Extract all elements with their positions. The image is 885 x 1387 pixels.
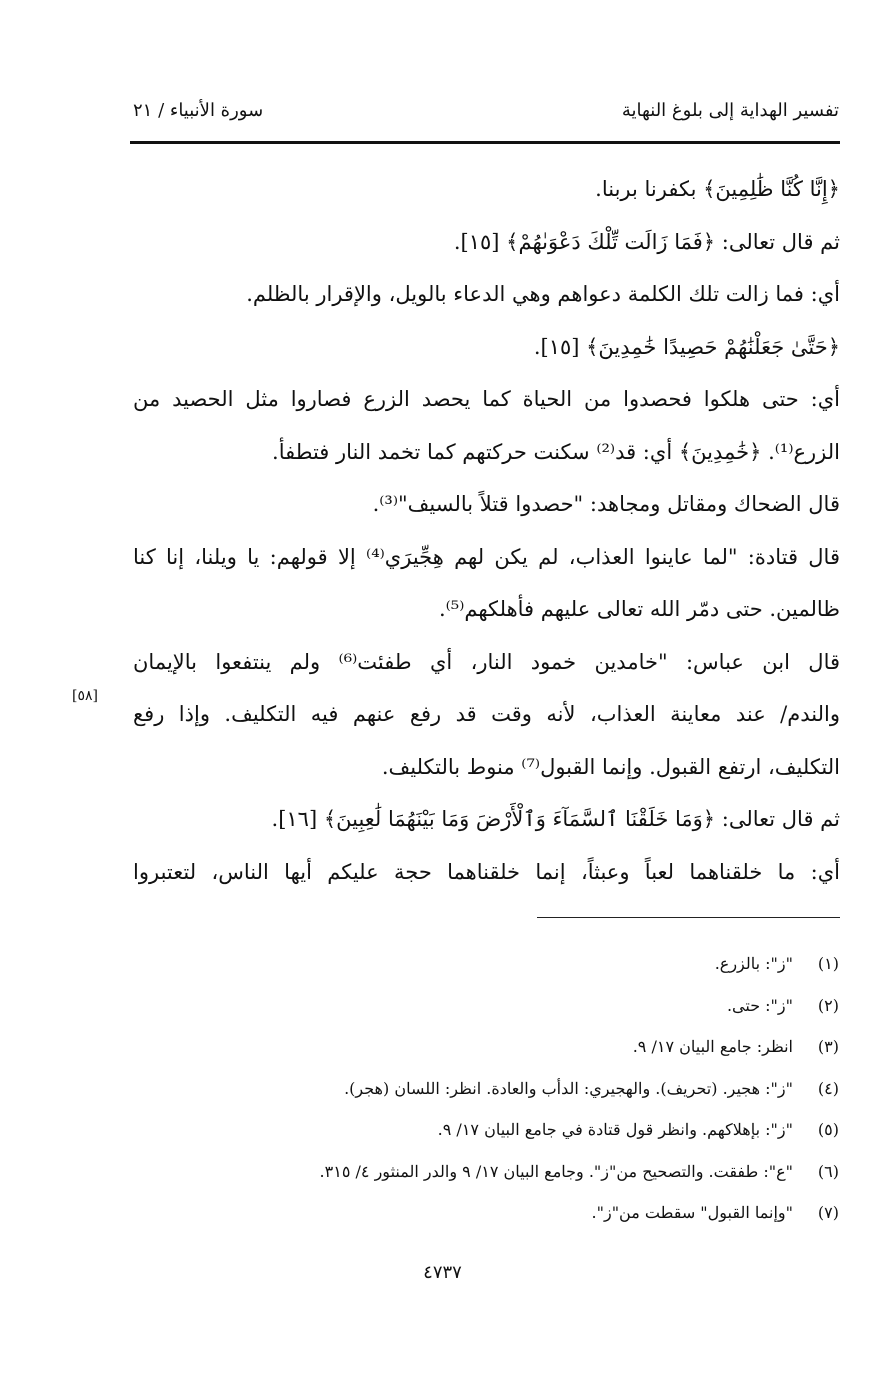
footnote-text: انظر: جامع البيان ١٧/ ٩. xyxy=(632,1037,793,1056)
text-line: قال قتادة: "لما عاينوا العذاب، لم يكن لهم هِجِّيرَي⁽⁴⁾ إلا قولهم: يا ويلنا، إنا كنا xyxy=(133,544,840,569)
footnote-number: (٥) xyxy=(817,1120,839,1139)
text-line: ثم قال تعالى: ﴿فَمَا زَالَت تِّلْكَ دَعْوَىٰهُمْ﴾ [١٥]. xyxy=(453,229,840,254)
running-head-surah: سورة الأنبياء / ٢١ xyxy=(133,100,264,121)
footnote-number: (١) xyxy=(817,954,839,973)
footnote-text: "ز": هجير. (تحريف). والهجيري: الدأب والعادة. انظر: اللسان (هجر). xyxy=(344,1078,793,1098)
footnote xyxy=(139,1158,839,1200)
footnote-number: (٢) xyxy=(817,995,839,1015)
footnote xyxy=(139,992,839,1034)
footnote-number: (٣) xyxy=(817,1037,839,1056)
text-line: ظالمين. حتى دمّر الله تعالى عليهم فأهلكهم⁽⁵⁾. xyxy=(438,597,840,621)
footnote-text: "ع": طفقت. والتصحيح من"ز". وجامع البيان ١٧/ ٩ والدر المنثور ٤/ ٣١٥. xyxy=(319,1161,793,1181)
footnote-text: "ز": بإهلاكهم. وانظر قول قتادة في جامع البيان ١٧/ ٩. xyxy=(437,1120,793,1139)
text-line: قال ابن عباس: "خامدين خمود النار، أي طفئت⁽⁶⁾ ولم ينتفعوا بالإيمان xyxy=(133,649,840,674)
footnotes xyxy=(139,950,839,1241)
main-text xyxy=(133,163,840,898)
footnote-number: (٦) xyxy=(817,1161,839,1181)
text-line: التكليف، ارتفع القبول. وإنما القبول⁽⁷⁾ منوط بالتكليف. xyxy=(381,754,840,779)
text-line: أي: فما زالت تلك الكلمة دعواهم وهي الدعاء بالويل، والإقرار بالظلم. xyxy=(246,282,840,306)
margin-folio-note: [٥٨] xyxy=(72,688,98,704)
text-line: الزرع⁽¹⁾. ﴿خَٰمِدِينَ﴾ أي: قد⁽²⁾ سكنت حركتهم كما تخمد النار فتطفأ. xyxy=(272,439,840,464)
footnote-separator xyxy=(537,917,840,918)
page-number: ٤٧٣٧ xyxy=(423,1262,462,1283)
footnote-number: (٧) xyxy=(817,1203,839,1222)
footnote xyxy=(139,1116,839,1158)
footnote xyxy=(139,1033,839,1075)
text-line: ﴿إِنَّا كُنَّا ظَٰلِمِينَ﴾ بكفرنا بربنا. xyxy=(595,177,840,201)
text-line: قال الضحاك ومقاتل ومجاهد: "حصدوا قتلاً بالسيف"⁽³⁾. xyxy=(372,492,840,516)
footnote-text: "ز": حتى. xyxy=(726,995,793,1015)
footnote xyxy=(139,1199,839,1241)
footnote-text: "وإنما القبول" سقطت من"ز". xyxy=(591,1203,793,1222)
footnote-text: "ز": بالزرع. xyxy=(714,954,793,973)
footnote xyxy=(139,1075,839,1117)
footnote xyxy=(139,950,839,992)
running-head-book-title: تفسير الهداية إلى بلوغ النهاية xyxy=(621,100,839,121)
text-line: ثم قال تعالى: ﴿وَمَا خَلَقْنَا ٱلسَّمَآءَ وَٱلْأَرْضَ وَمَا بَيْنَهُمَا لَٰعِبِينَ﴾ [١٦]. xyxy=(271,807,840,831)
text-line: والندم/ عند معاينة العذاب، لأنه وقت قد رفع عنهم فيه التكليف. وإذا رفع xyxy=(133,702,840,726)
text-line: ﴿حَتَّىٰ جَعَلْنَٰهُمْ حَصِيدًا خَٰمِدِينَ﴾ [١٥]. xyxy=(533,334,840,359)
text-line: أي: حتى هلكوا فحصدوا من الحياة كما يحصد الزرع فصاروا مثل الحصيد من xyxy=(133,387,840,411)
text-line: أي: ما خلقناهما لعباً وعبثاً، إنما خلقناهما حجة عليكم أيها الناس، لتعتبروا xyxy=(133,859,840,884)
header-rule xyxy=(130,141,840,144)
footnote-number: (٤) xyxy=(817,1078,839,1098)
